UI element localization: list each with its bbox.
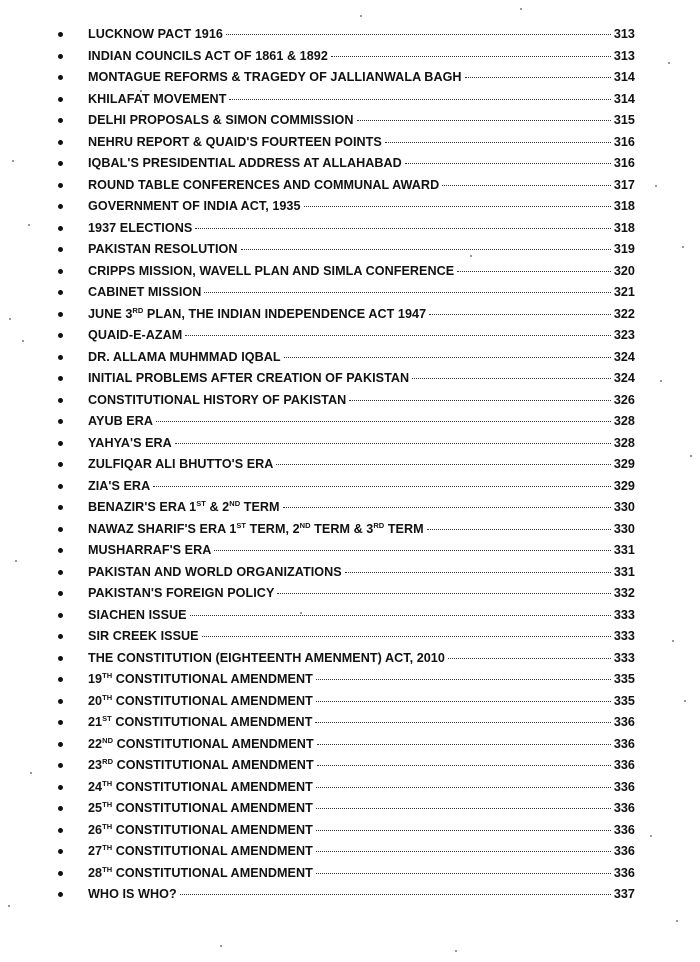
bullet-icon [58,419,63,424]
toc-title: MONTAGUE REFORMS & TRAGEDY OF JALLIANWALA BAGH [88,70,462,84]
scan-speck [30,772,32,774]
bullet-icon [58,32,63,37]
toc-line [88,564,635,581]
toc-entry [0,669,700,691]
toc-entry [0,368,700,390]
toc-line [88,607,635,624]
toc-line [88,155,635,172]
toc-page-number: 329 [613,457,635,471]
dot-leader [180,894,611,895]
scan-speck [470,255,472,257]
scan-speck [690,455,692,457]
bullet-icon [58,376,63,381]
bullet-icon [58,892,63,897]
toc-title: INITIAL PROBLEMS AFTER CREATION OF PAKISTAN [88,371,410,385]
toc-entry [0,454,700,476]
scan-speck [655,185,657,187]
scan-speck [15,560,17,562]
bullet-icon [58,54,63,59]
bullet-icon [58,785,63,790]
toc-page-number: 337 [613,887,635,901]
dot-leader [304,206,611,207]
toc-title: INDIAN COUNCILS ACT OF 1861 & 1892 [88,48,328,63]
toc-entry [0,411,700,433]
toc-title: AYUB ERA [88,414,154,428]
dot-leader [331,56,611,57]
bullet-icon [58,462,63,467]
toc-line [88,800,635,817]
toc-page-number: 320 [613,263,635,278]
toc-entry [0,583,700,605]
dot-leader [316,787,611,788]
bullet-icon [58,656,63,661]
toc-line [88,392,635,409]
toc-title: 19TH CONSTITUTIONAL AMENDMENT [88,671,313,686]
toc-line [88,220,635,237]
dot-leader [385,142,611,143]
dot-leader [405,163,611,164]
toc-title: 22ND CONSTITUTIONAL AMENDMENT [88,735,314,751]
toc-entry [0,820,700,842]
toc-entry [0,798,700,820]
toc-title: GOVERNMENT OF INDIA ACT, 1935 [88,199,301,213]
toc-entry [0,24,700,46]
toc-entry [0,89,700,111]
bullet-icon [58,871,63,876]
toc-page-number: 336 [613,758,635,772]
toc-entry [0,67,700,89]
toc-page-number: 333 [613,607,635,622]
toc-line [88,69,635,86]
bullet-icon [58,591,63,596]
bullet-icon [58,75,63,80]
toc-title: 1937 ELECTIONS [88,220,193,235]
toc-page-number: 318 [613,220,635,235]
toc-page-number: 335 [613,672,635,686]
toc-page-number: 330 [613,521,635,536]
toc-title: NAWAZ SHARIF'S ERA 1ST TERM, 2ND TERM & 3RD TERM [88,520,424,536]
toc-page-number: 322 [613,306,635,321]
bullet-icon [58,849,63,854]
toc-page-number: 336 [613,736,635,751]
toc-line [88,370,635,387]
toc-entry [0,390,700,412]
toc-line [88,542,635,559]
dot-leader [429,314,611,315]
bullet-icon [58,699,63,704]
scan-speck [676,920,678,922]
toc-title: IQBAL'S PRESIDENTIAL ADDRESS AT ALLAHABAD [88,156,402,170]
bullet-icon [58,484,63,489]
toc-page-number: 329 [613,478,635,493]
toc-page-number: 324 [613,371,635,385]
toc-entry [0,304,700,326]
table-of-contents [0,24,700,906]
dot-leader [276,464,610,465]
toc-title: JUNE 3RD PLAN, THE INDIAN INDEPENDENCE ACT 1947 [88,305,427,321]
bullet-icon [58,183,63,188]
scan-speck [650,835,652,837]
toc-line [88,306,635,323]
toc-line [88,650,635,667]
toc-line [88,736,635,753]
toc-page-number: 313 [613,27,635,41]
toc-line [88,843,635,860]
dot-leader [457,271,611,272]
toc-page-number: 336 [613,844,635,858]
dot-leader [316,873,611,874]
toc-entry [0,519,700,541]
scan-speck [300,612,302,614]
toc-title: PAKISTAN'S FOREIGN POLICY [88,586,275,600]
toc-title: ZULFIQAR ALI BHUTTO'S ERA [88,457,274,471]
dot-leader [284,357,611,358]
dot-leader [317,765,611,766]
scan-speck [682,246,684,248]
dot-leader [316,851,611,852]
toc-title: 21ST CONSTITUTIONAL AMENDMENT [88,714,313,729]
toc-title: 24TH CONSTITUTIONAL AMENDMENT [88,778,313,794]
toc-page-number: 331 [613,543,635,557]
bullet-icon [58,161,63,166]
toc-title: 23RD CONSTITUTIONAL AMENDMENT [88,757,314,772]
dot-leader [316,701,611,702]
toc-title: 26TH CONSTITUTIONAL AMENDMENT [88,821,313,837]
toc-line [88,628,635,645]
toc-title: PAKISTAN RESOLUTION [88,242,238,256]
bullet-icon [58,312,63,317]
toc-page-number: 330 [613,500,635,514]
toc-title: DELHI PROPOSALS & SIMON COMMISSION [88,113,354,127]
dot-leader [316,808,611,809]
toc-entry [0,712,700,734]
toc-entry [0,755,700,777]
scan-speck [220,945,222,947]
scan-speck [660,380,662,382]
toc-title: KHILAFAT MOVEMENT [88,91,227,106]
toc-line [88,779,635,796]
toc-page-number: 336 [613,865,635,880]
dot-leader [349,400,611,401]
toc-entry [0,626,700,648]
bullet-icon [58,548,63,553]
toc-entry [0,153,700,175]
toc-line [88,349,635,366]
scan-speck [684,700,686,702]
toc-entry [0,347,700,369]
toc-title: CRIPPS MISSION, WAVELL PLAN AND SIMLA CONFERENCE [88,263,455,278]
dot-leader [448,658,611,659]
bullet-icon [58,269,63,274]
toc-page-number: 313 [613,48,635,63]
toc-page-number: 318 [613,199,635,213]
bullet-icon [58,613,63,618]
toc-title: CABINET MISSION [88,285,202,299]
dot-leader [412,378,611,379]
toc-entry [0,110,700,132]
bullet-icon [58,398,63,403]
bullet-icon [58,570,63,575]
toc-entry [0,734,700,756]
dot-leader [202,636,611,637]
toc-page-number: 319 [613,242,635,256]
toc-entry [0,540,700,562]
dot-leader [277,593,610,594]
bullet-icon [58,204,63,209]
dot-leader [357,120,611,121]
dot-leader [283,507,611,508]
scan-speck [520,8,522,10]
toc-entry [0,648,700,670]
toc-line [88,284,635,301]
toc-line [88,263,635,280]
toc-page-number: 323 [613,328,635,342]
dot-leader [317,744,611,745]
dot-leader [427,529,611,530]
toc-title: 27TH CONSTITUTIONAL AMENDMENT [88,843,313,858]
bullet-icon [58,527,63,532]
scan-speck [140,90,142,92]
dot-leader [195,228,611,229]
bullet-icon [58,505,63,510]
toc-page-number: 316 [613,156,635,170]
scan-speck [12,160,14,162]
dot-leader [316,830,611,831]
toc-entry [0,691,700,713]
bullet-icon [58,333,63,338]
toc-page-number: 316 [613,134,635,149]
dot-leader [315,722,610,723]
scan-speck [8,905,10,907]
toc-line [88,886,635,903]
dot-leader [153,486,611,487]
toc-title: 25TH CONSTITUTIONAL AMENDMENT [88,800,313,815]
scan-speck [455,950,457,952]
toc-page-number: 336 [613,801,635,815]
toc-line [88,671,635,688]
toc-entry [0,863,700,885]
toc-entry [0,239,700,261]
dot-leader [214,550,610,551]
toc-entry [0,497,700,519]
toc-line [88,177,635,194]
toc-page-number: 336 [613,779,635,794]
toc-page-number: 336 [613,715,635,729]
toc-title: 20TH CONSTITUTIONAL AMENDMENT [88,692,313,708]
toc-title: BENAZIR'S ERA 1ST & 2ND TERM [88,499,280,514]
bullet-icon [58,828,63,833]
toc-page-number: 335 [613,693,635,708]
toc-title: PAKISTAN AND WORLD ORGANIZATIONS [88,564,342,579]
dot-leader [442,185,611,186]
toc-page-number: 317 [613,177,635,192]
toc-page-number: 328 [613,414,635,428]
toc-line [88,48,635,65]
toc-entry [0,476,700,498]
toc-entry [0,777,700,799]
toc-entry [0,282,700,304]
toc-line [88,413,635,430]
bullet-icon [58,742,63,747]
dot-leader [226,34,611,35]
toc-page-number: 333 [613,629,635,643]
dot-leader [465,77,611,78]
toc-line [88,456,635,473]
toc-line [88,822,635,839]
toc-line [88,693,635,710]
toc-entry [0,261,700,283]
toc-page-number: 332 [613,586,635,600]
toc-entry [0,325,700,347]
dot-leader [241,249,611,250]
toc-title: NEHRU REPORT & QUAID'S FOURTEEN POINTS [88,134,382,149]
toc-line [88,112,635,129]
scan-speck [672,640,674,642]
scan-speck [9,318,11,320]
toc-line [88,435,635,452]
toc-line [88,585,635,602]
toc-line [88,91,635,108]
toc-title: DR. ALLAMA MUHMMAD IQBAL [88,349,281,364]
toc-line [88,26,635,43]
toc-line [88,714,635,731]
toc-title: 28TH CONSTITUTIONAL AMENDMENT [88,864,313,880]
bullet-icon [58,355,63,360]
toc-entry [0,841,700,863]
toc-title: SIACHEN ISSUE [88,607,187,622]
toc-title: ZIA'S ERA [88,478,151,493]
bullet-icon [58,634,63,639]
toc-page-number: 315 [613,113,635,127]
scan-speck [28,224,30,226]
toc-entry [0,884,700,906]
toc-line [88,499,635,516]
toc-line [88,327,635,344]
toc-title: YAHYA'S ERA [88,435,172,450]
toc-page-number: 336 [613,822,635,837]
toc-title: SIR CREEK ISSUE [88,629,199,643]
bullet-icon [58,677,63,682]
dot-leader [175,443,611,444]
bullet-icon [58,118,63,123]
bullet-icon [58,763,63,768]
toc-line [88,478,635,495]
scan-speck [668,62,670,64]
toc-line [88,865,635,882]
bullet-icon [58,226,63,231]
toc-title: WHO IS WHO? [88,887,177,901]
dot-leader [185,335,610,336]
toc-entry [0,433,700,455]
dot-leader [190,615,611,616]
toc-page-number: 314 [613,91,635,106]
bullet-icon [58,720,63,725]
toc-page-number: 324 [613,349,635,364]
toc-entry [0,132,700,154]
toc-page-number: 321 [613,285,635,299]
toc-title: LUCKNOW PACT 1916 [88,27,223,41]
toc-page-number: 314 [613,70,635,84]
scan-speck [22,340,24,342]
toc-title: MUSHARRAF'S ERA [88,543,212,557]
toc-line [88,521,635,538]
toc-page-number: 331 [613,564,635,579]
scan-speck [360,15,362,17]
dot-leader [229,99,610,100]
toc-page-number: 328 [613,435,635,450]
bullet-icon [58,441,63,446]
toc-entry [0,46,700,68]
bullet-icon [58,97,63,102]
toc-line [88,134,635,151]
toc-entry [0,196,700,218]
toc-page-number: 333 [613,650,635,665]
toc-title: ROUND TABLE CONFERENCES AND COMMUNAL AWARD [88,177,440,192]
toc-title: CONSTITUTIONAL HISTORY OF PAKISTAN [88,392,347,407]
dot-leader [345,572,611,573]
toc-entry [0,562,700,584]
toc-line [88,241,635,258]
toc-entry [0,605,700,627]
toc-line [88,198,635,215]
dot-leader [316,679,611,680]
toc-entry [0,218,700,240]
bullet-icon [58,806,63,811]
toc-page-number: 326 [613,392,635,407]
toc-title: QUAID-E-AZAM [88,328,183,342]
bullet-icon [58,290,63,295]
toc-entry [0,175,700,197]
bullet-icon [58,140,63,145]
dot-leader [156,421,611,422]
bullet-icon [58,247,63,252]
dot-leader [204,292,610,293]
toc-title: THE CONSTITUTION (EIGHTEENTH AMENMENT) ACT, 2010 [88,650,445,665]
toc-line [88,757,635,774]
